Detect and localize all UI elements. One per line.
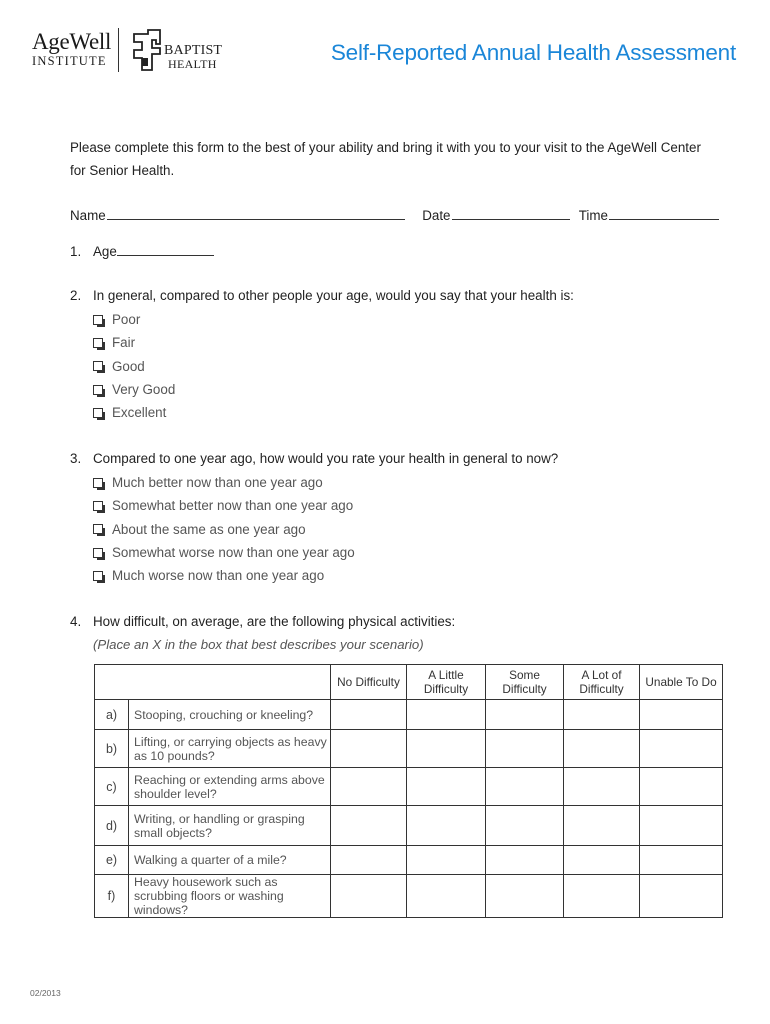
- option-label: Fair: [112, 335, 136, 351]
- answer-cell[interactable]: [407, 846, 486, 875]
- answer-cell[interactable]: [486, 730, 564, 768]
- answer-cell[interactable]: [407, 806, 486, 846]
- agewell-logo: [32, 30, 111, 68]
- option-label: About the same as one year ago: [112, 521, 306, 537]
- question-3: [70, 451, 558, 466]
- page-title: Self-Reported Annual Health Assessment: [330, 40, 736, 65]
- intro-text: Please complete this form to the best of your ability and bring it with you to your visit to the AgeWell Center for Senior Health.: [70, 140, 701, 178]
- row-description: Heavy housework such as scrubbing floors or washing windows?: [129, 875, 331, 918]
- answer-cell[interactable]: [407, 700, 486, 730]
- option-label: Excellent: [112, 405, 167, 421]
- age-field[interactable]: [117, 242, 214, 256]
- answer-cell[interactable]: [564, 846, 640, 875]
- date-field[interactable]: [452, 206, 570, 220]
- option-fair[interactable]: [93, 331, 175, 354]
- answer-cell[interactable]: [640, 846, 723, 875]
- answer-cell[interactable]: [640, 806, 723, 846]
- baptist-logo-line1: BAPTIST: [164, 43, 223, 58]
- answer-cell[interactable]: [640, 768, 723, 806]
- row-letter: c): [95, 768, 129, 806]
- column-header: Some Difficulty: [486, 665, 564, 700]
- baptist-logo-line2: HEALTH: [168, 57, 217, 71]
- time-field[interactable]: [609, 206, 719, 220]
- answer-cell[interactable]: [331, 768, 407, 806]
- option-somewhat-worse[interactable]: [93, 541, 355, 564]
- question-4: [70, 614, 455, 629]
- agewell-logo-sub: INSTITUTE: [32, 54, 107, 68]
- option-good[interactable]: [93, 355, 175, 378]
- answer-cell[interactable]: [640, 730, 723, 768]
- question-1-number: 1.: [70, 244, 82, 259]
- option-poor[interactable]: [93, 308, 175, 331]
- answer-cell[interactable]: [486, 875, 564, 918]
- checkbox-icon[interactable]: [93, 315, 103, 325]
- option-much-worse[interactable]: [93, 564, 355, 587]
- row-letter: a): [95, 700, 129, 730]
- answer-cell[interactable]: [407, 768, 486, 806]
- checkbox-icon[interactable]: [93, 338, 103, 348]
- answer-cell[interactable]: [407, 875, 486, 918]
- row-letter: f): [95, 875, 129, 918]
- checkbox-icon[interactable]: [93, 501, 103, 511]
- checkbox-icon[interactable]: [93, 408, 103, 418]
- answer-cell[interactable]: [640, 875, 723, 918]
- checkbox-icon[interactable]: [93, 361, 103, 371]
- answer-cell[interactable]: [564, 806, 640, 846]
- checkbox-icon[interactable]: [93, 478, 103, 488]
- question-2: [70, 288, 574, 303]
- answer-cell[interactable]: [331, 730, 407, 768]
- table-row: [95, 700, 723, 730]
- table-row: [95, 806, 723, 846]
- option-label: Somewhat worse now than one year ago: [112, 545, 355, 561]
- answer-cell[interactable]: [407, 730, 486, 768]
- answer-cell[interactable]: [564, 730, 640, 768]
- answer-cell[interactable]: [331, 846, 407, 875]
- answer-cell[interactable]: [564, 700, 640, 730]
- row-letter: b): [95, 730, 129, 768]
- difficulty-table: [94, 664, 723, 918]
- table-row: [95, 730, 723, 768]
- option-label: Much worse now than one year ago: [112, 568, 325, 584]
- question-3-options: [93, 471, 355, 587]
- question-4-text: How difficult, on average, are the following physical activities:: [93, 614, 456, 629]
- row-description: Reaching or extending arms above shoulder level?: [129, 768, 331, 806]
- page-header: [0, 0, 770, 100]
- question-3-number: 3.: [70, 451, 82, 466]
- question-2-number: 2.: [70, 288, 82, 303]
- logo-divider: [118, 28, 119, 72]
- column-header: A Little Difficulty: [407, 665, 486, 700]
- row-letter: d): [95, 806, 129, 846]
- baptist-cross-icon: [130, 28, 164, 72]
- option-label: Good: [112, 358, 145, 374]
- table-row: [95, 768, 723, 806]
- column-header: Unable To Do: [640, 665, 723, 700]
- name-date-time-row: [70, 206, 719, 223]
- checkbox-icon[interactable]: [93, 571, 103, 581]
- checkbox-icon[interactable]: [93, 524, 103, 534]
- date-label: Date: [422, 208, 451, 223]
- question-4-instruction: (Place an X in the box that best describes your scenario): [93, 637, 424, 652]
- name-label: Name: [70, 208, 106, 223]
- table-header-row: [95, 665, 723, 700]
- answer-cell[interactable]: [486, 846, 564, 875]
- option-label: Very Good: [112, 382, 176, 398]
- option-about-same[interactable]: [93, 518, 355, 541]
- answer-cell[interactable]: [564, 768, 640, 806]
- question-1-text: Age: [93, 244, 117, 259]
- question-4-number: 4.: [70, 614, 82, 629]
- row-letter: e): [95, 846, 129, 875]
- option-much-better[interactable]: [93, 471, 355, 494]
- answer-cell[interactable]: [331, 700, 407, 730]
- answer-cell[interactable]: [331, 806, 407, 846]
- row-description: Walking a quarter of a mile?: [129, 846, 331, 875]
- option-somewhat-better[interactable]: [93, 494, 355, 517]
- option-label: Much better now than one year ago: [112, 475, 323, 491]
- column-header: A Lot of Difficulty: [564, 665, 640, 700]
- checkbox-icon[interactable]: [93, 548, 103, 558]
- answer-cell[interactable]: [564, 875, 640, 918]
- table-row: [95, 846, 723, 875]
- answer-cell[interactable]: [331, 875, 407, 918]
- name-field[interactable]: [107, 206, 405, 220]
- option-label: Somewhat better now than one year ago: [112, 498, 354, 514]
- question-3-text: Compared to one year ago, how would you rate your health in general to now?: [93, 451, 559, 466]
- row-description: Stooping, crouching or kneeling?: [129, 700, 331, 730]
- option-label: Poor: [112, 312, 141, 328]
- question-1: [70, 242, 214, 259]
- option-excellent[interactable]: [93, 401, 175, 424]
- column-header: No Difficulty: [331, 665, 407, 700]
- baptist-health-logo: [130, 28, 230, 74]
- question-2-text: In general, compared to other people your age, would you say that your health is:: [93, 288, 574, 303]
- checkbox-icon[interactable]: [93, 385, 103, 395]
- answer-cell[interactable]: [486, 700, 564, 730]
- time-label: Time: [578, 208, 608, 223]
- row-description: Writing, or handling or grasping small objects?: [129, 806, 331, 846]
- table-header-blank: [95, 665, 331, 700]
- form-version-date: 02/2013: [30, 988, 61, 998]
- option-very-good[interactable]: [93, 378, 175, 401]
- table-row: [95, 875, 723, 918]
- answer-cell[interactable]: [486, 768, 564, 806]
- answer-cell[interactable]: [640, 700, 723, 730]
- question-2-options: [93, 308, 175, 424]
- answer-cell[interactable]: [486, 806, 564, 846]
- agewell-logo-name: AgeWell: [32, 29, 112, 54]
- row-description: Lifting, or carrying objects as heavy as 10 pounds?: [129, 730, 331, 768]
